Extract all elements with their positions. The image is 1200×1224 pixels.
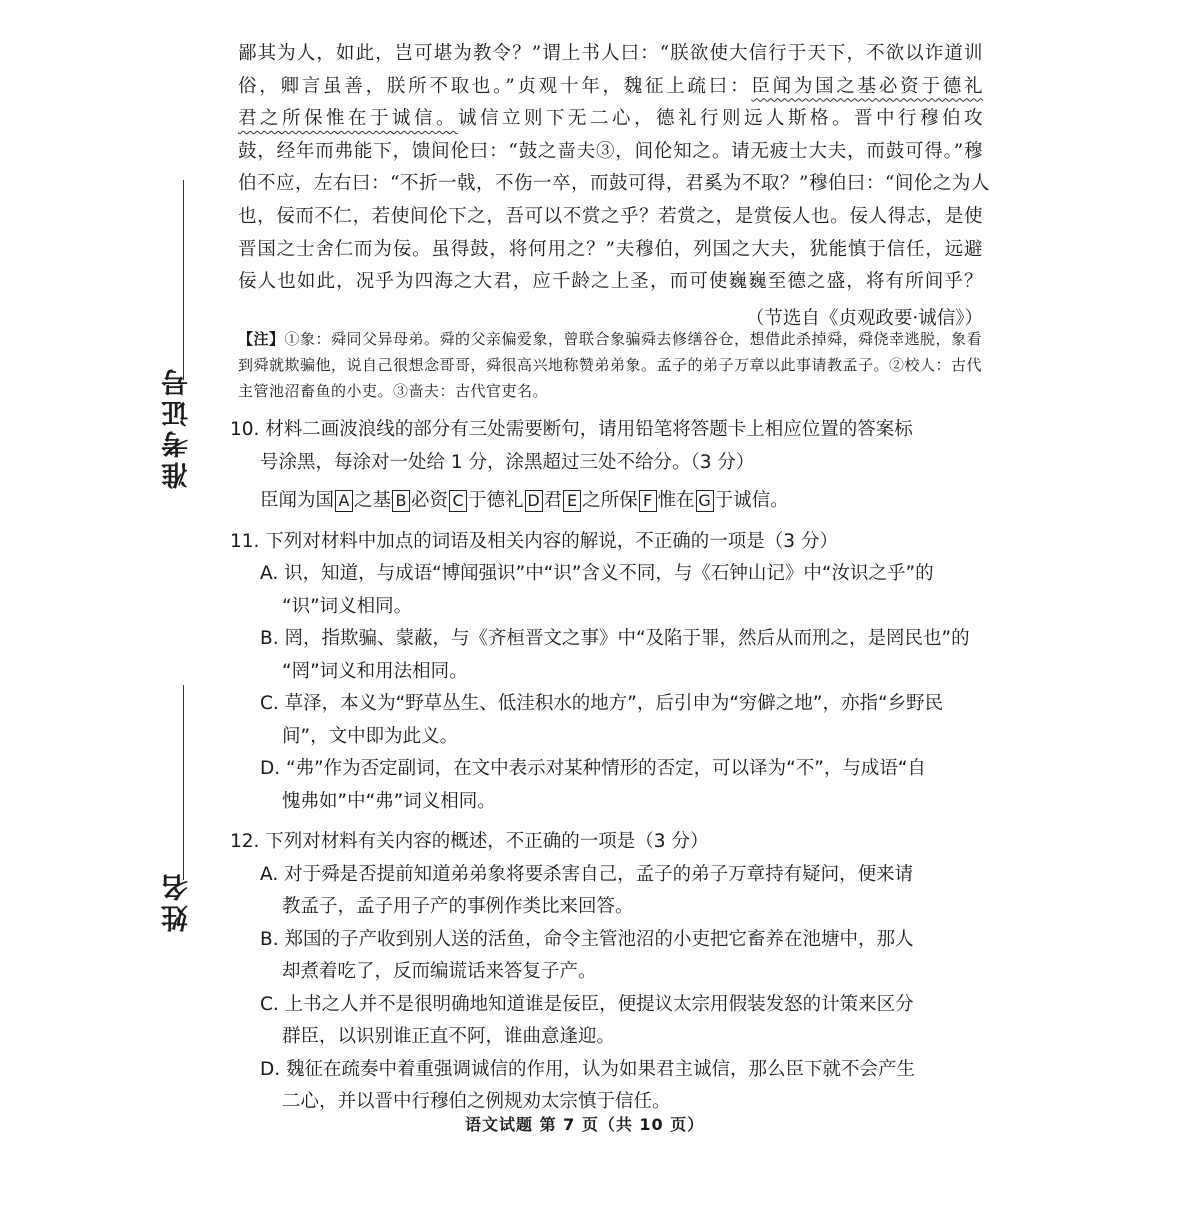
option-c: C. 草泽，本义为“野草丛生、低洼积水的地方”，后引申为“穷僻之地”，亦指“乡野民 间”，文中即为此义。 (260, 693, 944, 747)
name-label: 姓名 (162, 870, 193, 932)
wavy-underlined-text: 臣闻为国之基必资于德礼 (751, 75, 983, 97)
break-box[interactable]: G (696, 490, 714, 512)
notes-label: 【注】 (238, 330, 285, 348)
option-b: B. 罔，指欺骗、蒙蔽，与《齐桓晋文之事》中“及陷于罪，然后从而刑之，是罔民也”的 “罔”词义和用法相同。 (260, 628, 970, 682)
passage-line: 也，佞而不仁，若使间伦下之，吾可以不赏之乎？若赏之，是赏佞人也。佞人得志，是使 (238, 205, 983, 227)
break-box[interactable]: A (335, 490, 353, 512)
passage (238, 38, 990, 335)
break-box[interactable]: F (639, 490, 657, 512)
passage-line: 佞人也如此，况乎为四海之大君，应千龄之上圣，而可使巍巍至德之盛，将有所间乎？ (238, 271, 983, 293)
questions (230, 414, 990, 1119)
passage-line: 俗，卿言虽善，朕所不取也。”贞观十年，魏征上疏曰：臣闻为国之基必资于德礼 (238, 75, 983, 97)
exam-id-label: 准考证号 (162, 365, 193, 489)
passage-line: 鼓，经年而弗能下，馈间伦曰：“鼓之啬夫③，间伦知之。请无疲士大夫，而鼓可得。”穆 (238, 140, 983, 162)
option-a: A. 识，知道，与成语“博闻强识”中“识”含义不同，与《石钟山记》中“汝识之乎”的 “识”词义相同。 (260, 563, 934, 617)
exam-id-line (183, 180, 184, 380)
option-b: B. 郑国的子产收到别人送的活鱼，命令主管池沼的小吏把它畜养在池塘中，那人 却煮着吃了，反而编谎话来答复子产。 (260, 928, 914, 982)
break-box[interactable]: B (392, 490, 410, 512)
passage-source: （节选自《贞观政要·诚信》） (745, 307, 983, 329)
option-a: A. 对于舜是否提前知道弟弟象将要杀害自己，孟子的弟子万章持有疑问，便来请 教孟子，孟子用子产的事例作类比来回答。 (260, 863, 914, 917)
wavy-underlined-text: 君之所保惟在于诚信。 (238, 108, 458, 130)
break-box[interactable]: E (563, 490, 581, 512)
question-10-stem: 10. 材料二画波浪线的部分有三处需要断句，请用铅笔将答题卡上相应位置的答案标 号涂黑，每涂对一处给 1 分，涂黑超过三处不给分。（3 分） (230, 419, 913, 473)
annotation-notes (238, 326, 983, 404)
question-11-stem: 11. 下列对材料中加点的词语及相关内容的解说，不正确的一项是（3 分） (230, 530, 838, 552)
break-box[interactable]: C (449, 490, 467, 512)
option-d: D. 魏征在疏奏中着重强调诚信的作用，认为如果君主诚信，那么臣下就不会产生 二心，并以晋中行穆伯之例规劝太宗慎于信任。 (260, 1058, 916, 1112)
page-footer: 语文试题 第 7 页（共 10 页） (465, 1115, 705, 1134)
question-12-stem: 12. 下列对材料有关内容的概述，不正确的一项是（3 分） (230, 831, 709, 852)
notes-text: ①象：舜同父异母弟。舜的父亲偏爱象，曾联合象骗舜去修缮谷仓，想借此杀掉舜，舜侥幸逃脱，象看到舜就欺骗他，说自己很想念哥哥，舜很高兴地称赞弟弟象。孟子的弟子万章以此事请教孟子。②校人：古代主管池沼畜鱼的小吏。③啬夫：古代官吏名。 (238, 330, 983, 400)
passage-line: 伯不应，左右曰：“不折一戟，不伤一卒，而鼓可得，君奚为不取？”穆伯曰：“间伦之为人 (238, 173, 990, 195)
break-box[interactable]: D (525, 490, 543, 512)
sentence-break-line: 臣闻为国 A 之基 B 必资 C 于德礼 D 君 E 之所保 F 惟在 G 于诚信。 (260, 490, 789, 511)
passage-line: 君之所保惟在于诚信。诚信立则下无二心，德礼行则远人斯格。晋中行穆伯攻 (238, 108, 983, 130)
passage-line: 晋国之士舍仁而为佞。虽得鼓，将何用之？”夫穆伯，列国之大夫，犹能慎于信任，远避 (238, 238, 983, 260)
name-line (183, 685, 184, 880)
option-c: C. 上书之人并不是很明确地知道谁是佞臣，便提议太宗用假装发怒的计策来区分 群臣，以识别谁正直不阿，谁曲意逢迎。 (260, 993, 914, 1047)
option-d: D. “弗”作为否定副词，在文中表示对某种情形的否定，可以译为“不”，与成语“自 愧弗如”中“弗”词义相同。 (260, 758, 926, 812)
passage-line: 鄙其为人，如此，岂可堪为教令？”谓上书人曰：“朕欲使大信行于天下，不欲以诈道训 (238, 43, 983, 64)
